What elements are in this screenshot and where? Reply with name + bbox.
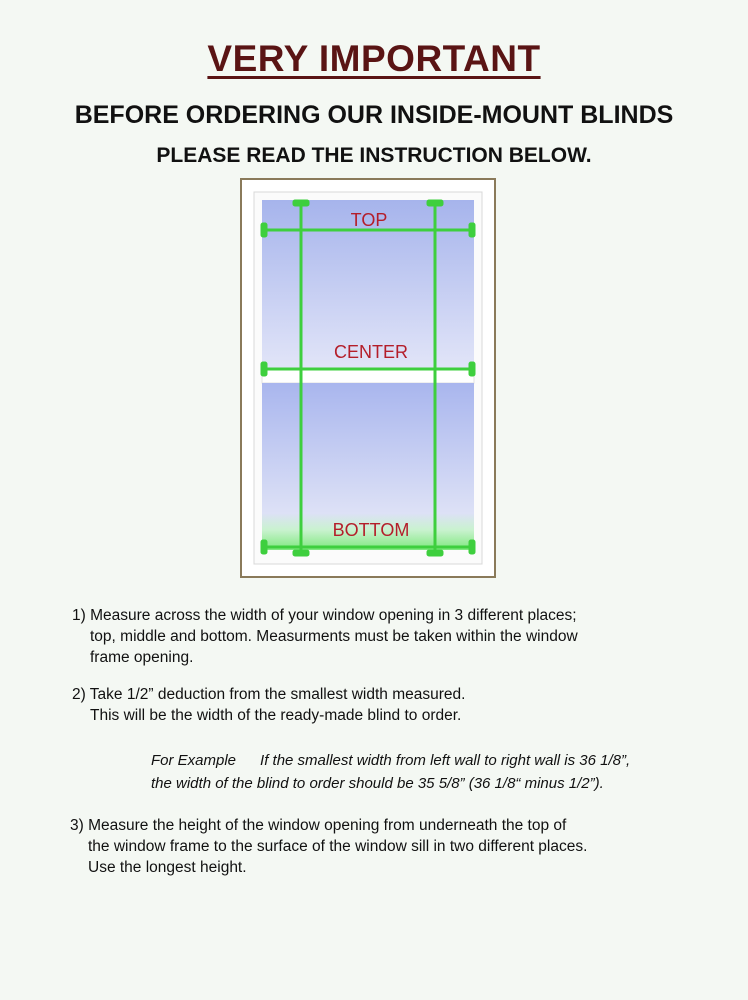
subtitle-line-2: PLEASE READ THE INSTRUCTION BELOW. [156,144,592,167]
example-lead: For Example [151,752,237,769]
step-3 [70,815,587,878]
label-top: TOP [350,210,388,230]
left-height-cap-bottom [294,551,308,555]
step-3-line-3: Use the longest height. [88,859,247,876]
step-1 [72,605,578,668]
center-width-cap-left [262,363,266,375]
step-2 [72,684,465,726]
step-1-line-2: top, middle and bottom. Measurments must be taken within the window [90,628,578,645]
right-height-cap-top [428,201,442,205]
meeting-rail [262,370,474,383]
top-width-cap-left [262,224,266,236]
left-height-cap-top [294,201,308,205]
step-1-line-1: 1) Measure across the width of your window opening in 3 different places; [72,607,577,624]
example-line-2: the width of the blind to order should be 35 5/8” (36 1/8“ minus 1/2”). [151,775,604,792]
window-diagram-svg [240,178,496,578]
main-title [0,38,748,80]
label-center: CENTER [333,342,409,362]
center-width-cap-right [470,363,474,375]
example-note [151,749,630,795]
main-title-text: VERY IMPORTANT [207,38,541,79]
window-measurement-diagram [240,178,496,578]
step-3-line-2: the window frame to the surface of the window sill in two different places. [88,838,588,855]
step-1-line-3: frame opening. [90,649,194,666]
bottom-width-cap-right [470,541,474,553]
top-width-cap-right [470,224,474,236]
right-height-cap-bottom [428,551,442,555]
label-bottom: BOTTOM [332,520,410,540]
example-line-1-text: If the smallest width from left wall to right wall is 36 1/8”, [260,752,631,769]
step-2-line-2: This will be the width of the ready-made blind to order. [90,707,462,724]
example-line-1 [151,749,630,772]
step-3-line-1: 3) Measure the height of the window opening from underneath the top of [70,817,567,834]
step-2-line-1: 2) Take 1/2” deduction from the smallest width measured. [72,686,466,703]
subtitle-line-1: BEFORE ORDERING OUR INSIDE-MOUNT BLINDS [74,101,674,129]
bottom-width-cap-left [262,541,266,553]
